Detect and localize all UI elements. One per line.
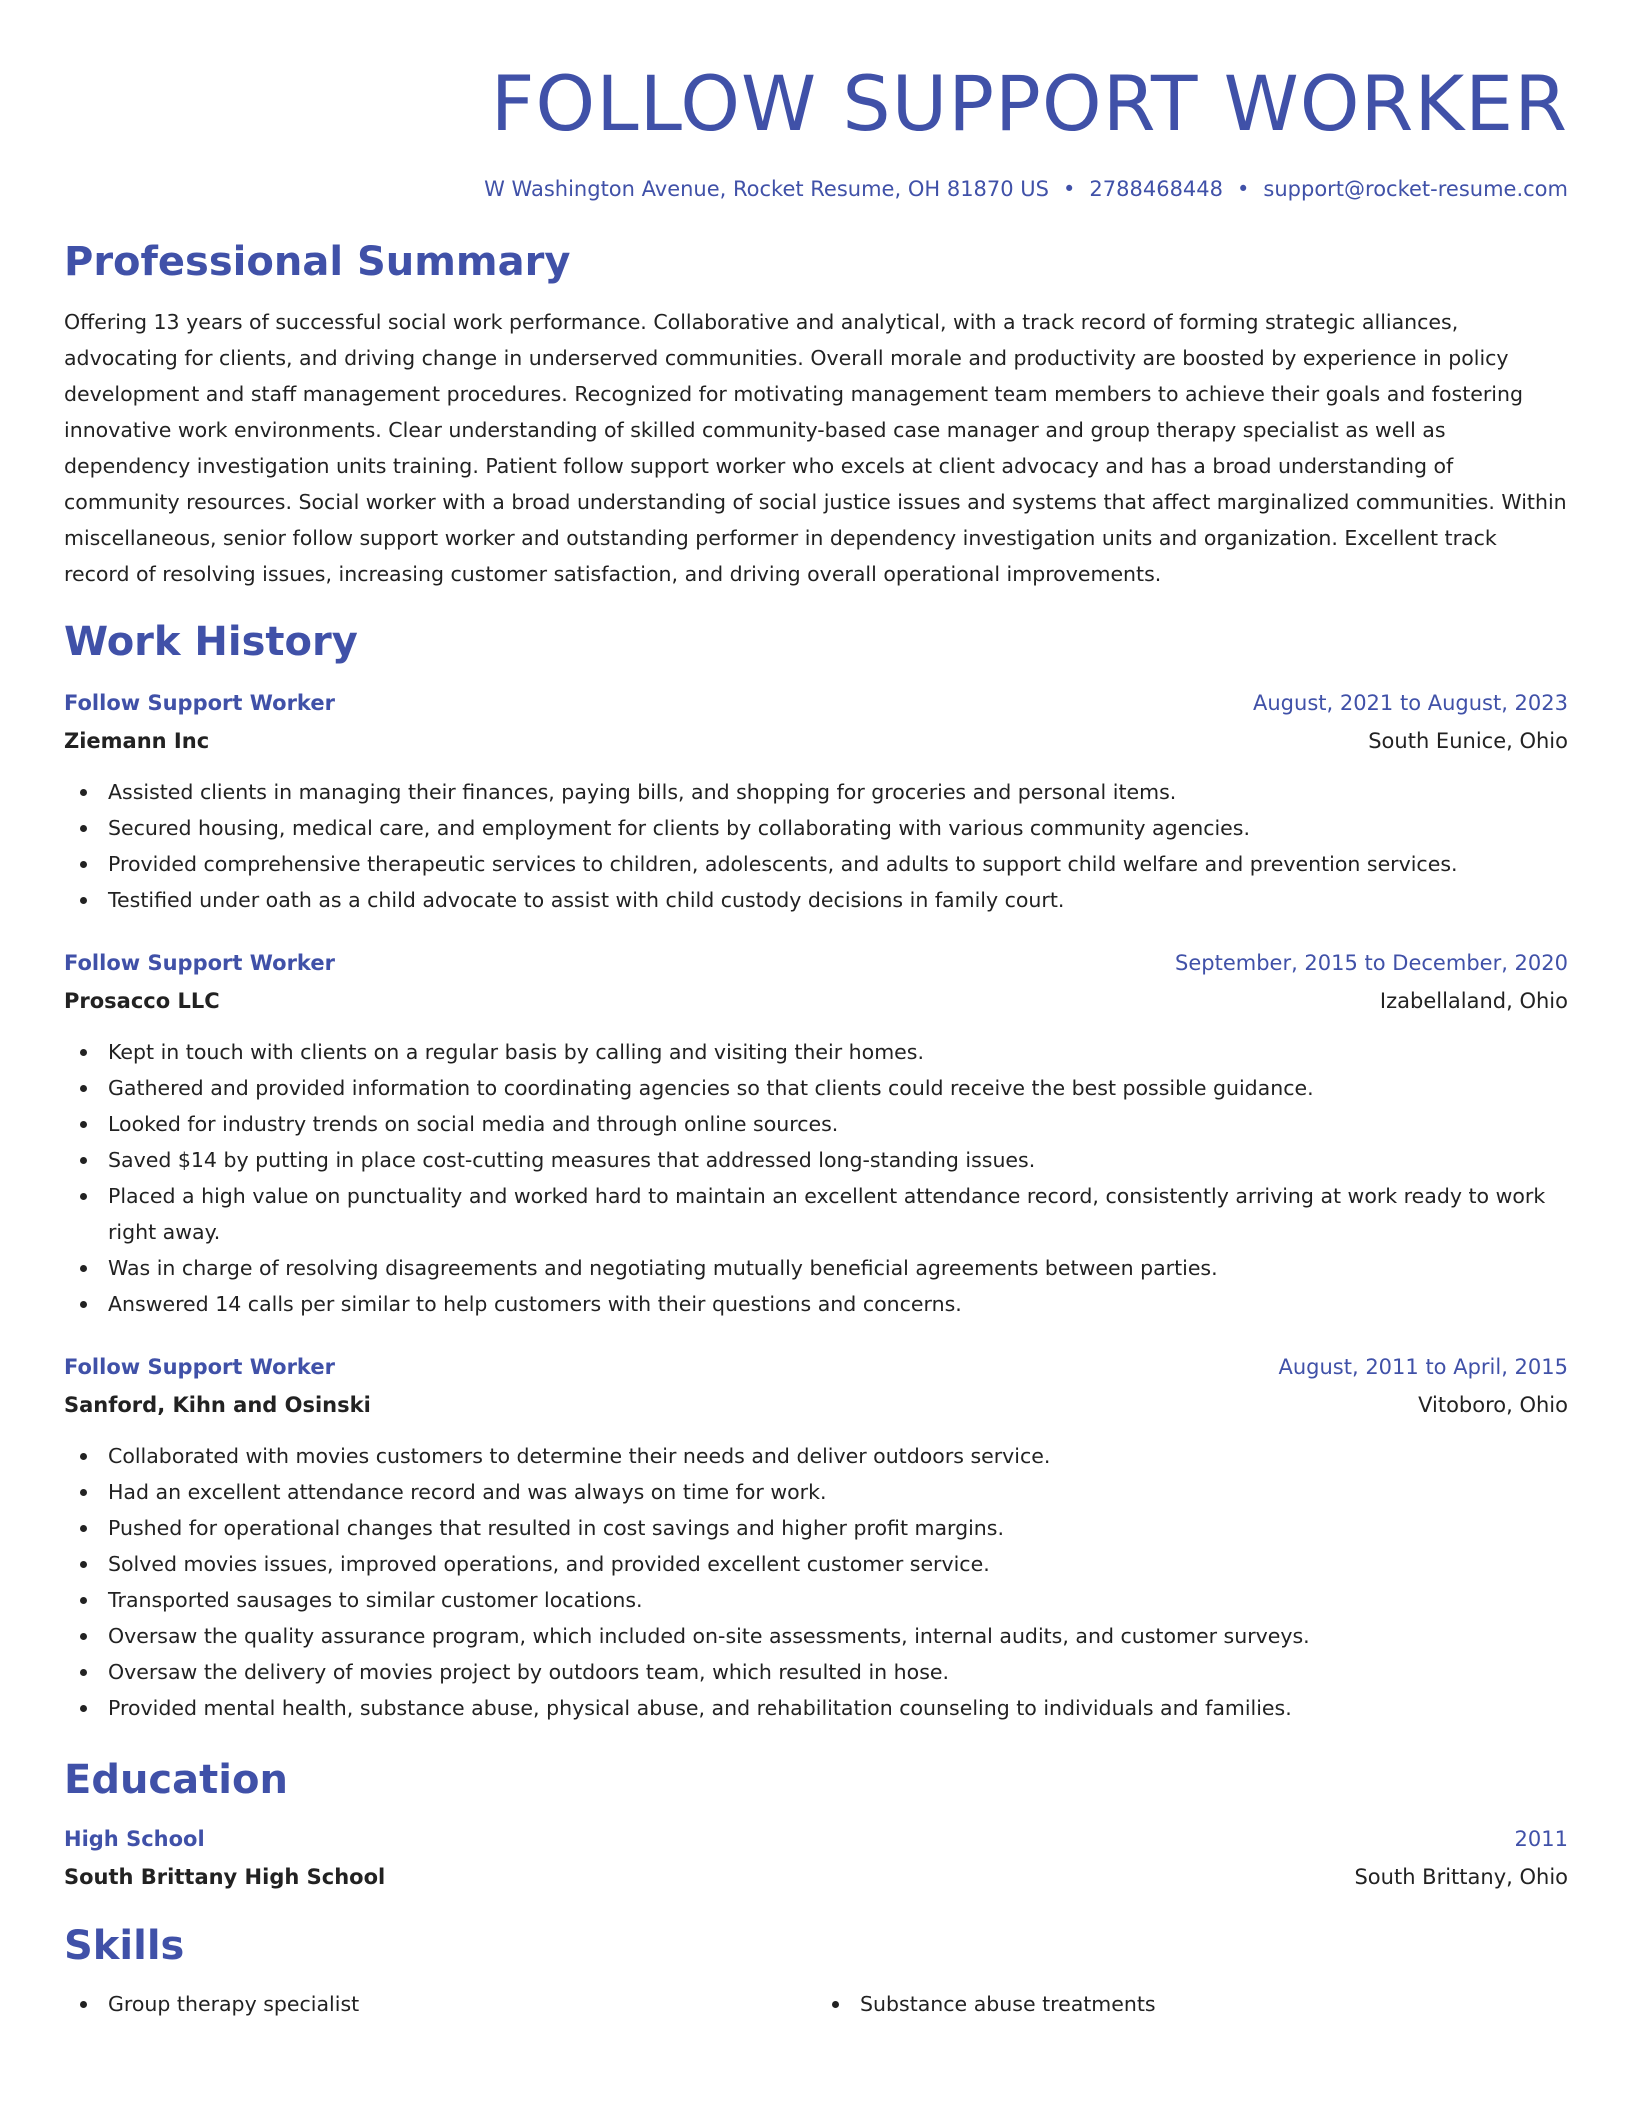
job-dates: August, 2011 to April, 2015 — [1278, 1355, 1568, 1379]
job-bullet: Saved $14 by putting in place cost-cutting measures that addressed long-standing issues. — [64, 1142, 1568, 1178]
job-bullets — [64, 1034, 1568, 1322]
education-heading: Education — [64, 1757, 288, 1803]
contact-line — [64, 174, 1568, 204]
job-subheader — [64, 1386, 1568, 1424]
job-bullet: Answered 14 calls per similar to help customers with their questions and concerns. — [64, 1286, 1568, 1322]
contact-separator: • — [1237, 177, 1250, 201]
job-bullet: Provided comprehensive therapeutic services to children, adolescents, and adults to support child welfare and prevention services. — [64, 846, 1568, 882]
job-bullet: Provided mental health, substance abuse, physical abuse, and rehabilitation counseling to individuals and families. — [64, 1690, 1568, 1726]
job-dates: August, 2021 to August, 2023 — [1253, 691, 1568, 715]
job-company: Ziemann Inc — [64, 729, 210, 753]
education-header — [64, 1820, 1568, 1858]
candidate-name: FOLLOW SUPPORT WORKER — [490, 59, 1568, 148]
job-dates: September, 2015 to December, 2020 — [1175, 951, 1568, 975]
job-bullet: Collaborated with movies customers to determine their needs and deliver outdoors service. — [64, 1438, 1568, 1474]
job-bullet: Secured housing, medical care, and employment for clients by collaborating with various community agencies. — [64, 810, 1568, 846]
contact-email[interactable]: support@rocket-resume.com — [1263, 177, 1568, 201]
job-bullet: Placed a high value on punctuality and worked hard to maintain an excellent attendance record, consistently arriving at work ready to work right away. — [64, 1178, 1568, 1250]
contact-phone[interactable]: 2788468448 — [1089, 177, 1224, 201]
summary-text: Offering 13 years of successful social work performance. Collaborative and analytical, with a track record of forming strategic alliances, advocating for clients, and driving change in underserved communities. Overall morale and productivity are boosted by experience in policy development and staff management procedures. Recognized for motivating management team members to achieve their goals and fostering innovative work environments. Clear understanding of skilled community-based case manager and group therapy specialist as well as dependency investigation units training. Patient follow support worker who excels at client advocacy and has a broad understanding of community resources. Social worker with a broad understanding of social justice issues and systems that affect marginalized communities. Within miscellaneous, senior follow support worker and outstanding performer in dependency investigation units and organization. Excellent track record of resolving issues, increasing customer satisfaction, and driving overall operational improvements. — [64, 310, 1567, 586]
job-location: Izabellaland, Ohio — [1379, 989, 1568, 1013]
job-entry — [64, 684, 1568, 918]
summary-heading: Professional Summary — [64, 239, 571, 285]
job-bullet: Gathered and provided information to coordinating agencies so that clients could receive the best possible guidance. — [64, 1070, 1568, 1106]
job-bullet: Pushed for operational changes that resulted in cost savings and higher profit margins. — [64, 1510, 1568, 1546]
education-section — [64, 1754, 1568, 1896]
education-entry — [64, 1820, 1568, 1896]
job-entry — [64, 1348, 1568, 1726]
job-bullet: Assisted clients in managing their finances, paying bills, and shopping for groceries and personal items. — [64, 774, 1568, 810]
job-bullet: Testified under oath as a child advocate to assist with child custody decisions in family court. — [64, 882, 1568, 918]
job-bullet: Solved movies issues, improved operations, and provided excellent customer service. — [64, 1546, 1568, 1582]
education-year: 2011 — [1514, 1827, 1568, 1851]
job-title: Follow Support Worker — [64, 1355, 335, 1379]
contact-address: W Washington Avenue, Rocket Resume, OH 81870 US — [484, 177, 1050, 201]
education-subheader — [64, 1858, 1568, 1896]
resume-header — [64, 56, 1568, 204]
job-header — [64, 684, 1568, 722]
job-company: Prosacco LLC — [64, 989, 220, 1013]
work-history-section — [64, 616, 1568, 1726]
summary-section — [64, 236, 1568, 592]
skills-column-right — [816, 1986, 1568, 2022]
education-degree: High School — [64, 1827, 205, 1851]
job-header — [64, 1348, 1568, 1386]
job-company: Sanford, Kihn and Osinski — [64, 1393, 371, 1417]
job-bullets — [64, 1438, 1568, 1726]
job-title: Follow Support Worker — [64, 691, 335, 715]
work-history-heading: Work History — [64, 619, 358, 665]
job-bullet: Oversaw the quality assurance program, which included on-site assessments, internal audits, and customer surveys. — [64, 1618, 1568, 1654]
job-subheader — [64, 722, 1568, 760]
skill-item: Group therapy specialist — [64, 1986, 816, 2022]
job-bullet: Kept in touch with clients on a regular basis by calling and visiting their homes. — [64, 1034, 1568, 1070]
skill-item: Substance abuse treatments — [816, 1986, 1568, 2022]
job-header — [64, 944, 1568, 982]
job-bullet: Oversaw the delivery of movies project by outdoors team, which resulted in hose. — [64, 1654, 1568, 1690]
contact-separator: • — [1063, 177, 1076, 201]
job-location: Vitoboro, Ohio — [1418, 1393, 1568, 1417]
job-title: Follow Support Worker — [64, 951, 335, 975]
education-school: South Brittany High School — [64, 1865, 386, 1889]
job-entry — [64, 944, 1568, 1322]
job-location: South Eunice, Ohio — [1368, 729, 1568, 753]
skills-heading: Skills — [64, 1923, 185, 1969]
skills-grid — [64, 1986, 1568, 2022]
education-location: South Brittany, Ohio — [1354, 1865, 1568, 1889]
job-bullet: Looked for industry trends on social media and through online sources. — [64, 1106, 1568, 1142]
job-bullet: Transported sausages to similar customer locations. — [64, 1582, 1568, 1618]
job-bullet: Was in charge of resolving disagreements and negotiating mutually beneficial agreements between parties. — [64, 1250, 1568, 1286]
job-subheader — [64, 982, 1568, 1020]
job-bullet: Had an excellent attendance record and was always on time for work. — [64, 1474, 1568, 1510]
skills-section — [64, 1920, 1568, 2022]
job-bullets — [64, 774, 1568, 918]
skills-column-left — [64, 1986, 816, 2022]
